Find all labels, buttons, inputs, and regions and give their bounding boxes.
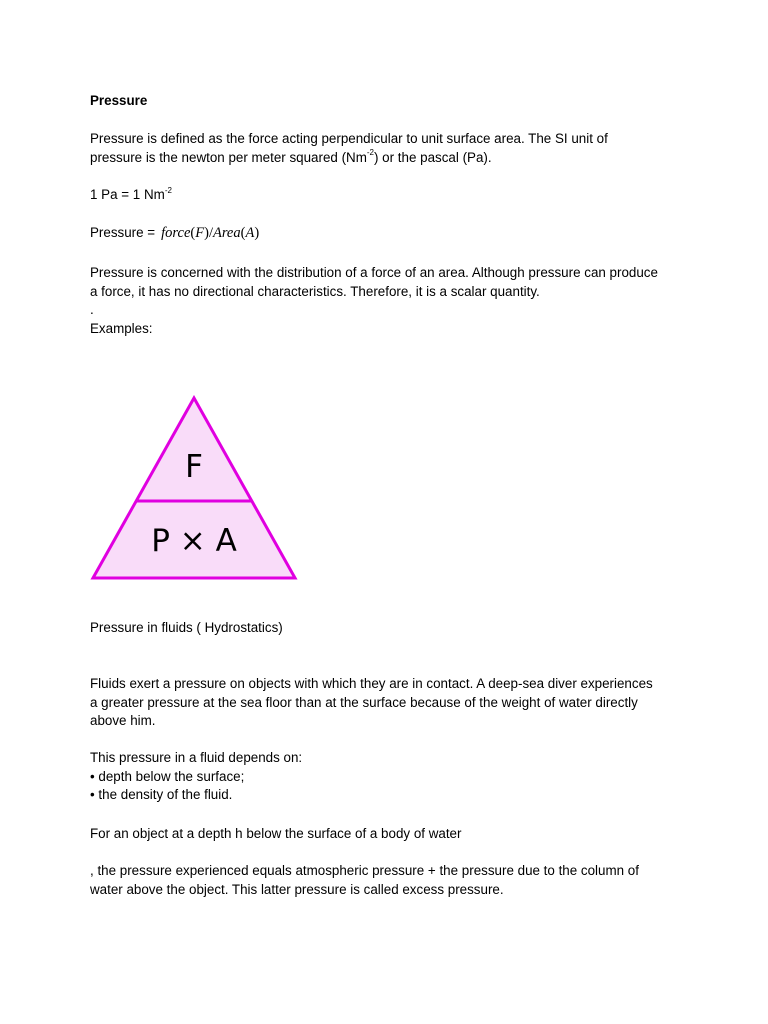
excess-paragraph — [90, 862, 690, 899]
unit-equation: 1 Pa = 1 $Nm^{-2}$ — [90, 185, 172, 202]
fluids-line-3: above him. — [90, 713, 156, 728]
fluids-heading: Pressure in fluids ( Hydrostatics) — [90, 620, 283, 635]
depends-intro: This pressure in a fluid depends on: — [90, 750, 303, 765]
pressure-formula — [90, 224, 690, 243]
depends-list — [90, 749, 690, 805]
formula-expression: force(F)/Area(A) — [161, 225, 260, 241]
excess-line-1: , the pressure experienced equals atmospheric pressure + the pressure due to the column of — [90, 863, 639, 878]
formula-label: Pressure = — [90, 225, 156, 240]
pressure-triangle-diagram — [90, 395, 298, 583]
fluids-line-1: Fluids exert a pressure on objects with which they are in contact. A deep-sea diver experiences — [90, 676, 653, 691]
list-item: • the density of the fluid. — [90, 787, 233, 802]
scalar-line-2: a force, it has no directional characteristics. Therefore, it is a scalar quantity. — [90, 283, 540, 299]
definition-line-2: pressure is the newton per meter squared $(Nm^{-2})$ or the pascal (Pa). — [90, 148, 492, 165]
scalar-line-1: Pressure is concerned with the distribution of a force of an area. Although pressure can produce — [90, 265, 658, 280]
depth-line: For an object at a depth h below the surface of a body of water — [90, 826, 462, 841]
triangle-top-label: F — [185, 449, 203, 485]
fluids-paragraph — [90, 675, 690, 731]
examples-label: Examples: — [90, 320, 153, 336]
stray-dot: . — [90, 302, 94, 317]
definition-line-1: Pressure is defined as the force acting perpendicular to unit surface area. The SI unit of — [90, 131, 608, 146]
scalar-paragraph — [90, 264, 690, 338]
fluids-line-2: a greater pressure at the sea floor than at the surface because of the weight of water directly — [90, 694, 638, 710]
triangle-bottom-label: P × A — [151, 523, 237, 559]
superscript: -2 — [164, 185, 172, 195]
superscript: -2 — [366, 148, 374, 158]
list-item: • depth below the surface; — [90, 768, 245, 784]
excess-line-2: water above the object. This latter pressure is called excess pressure. — [90, 881, 504, 897]
definition-paragraph — [90, 130, 690, 167]
page-title: Pressure — [90, 93, 148, 108]
